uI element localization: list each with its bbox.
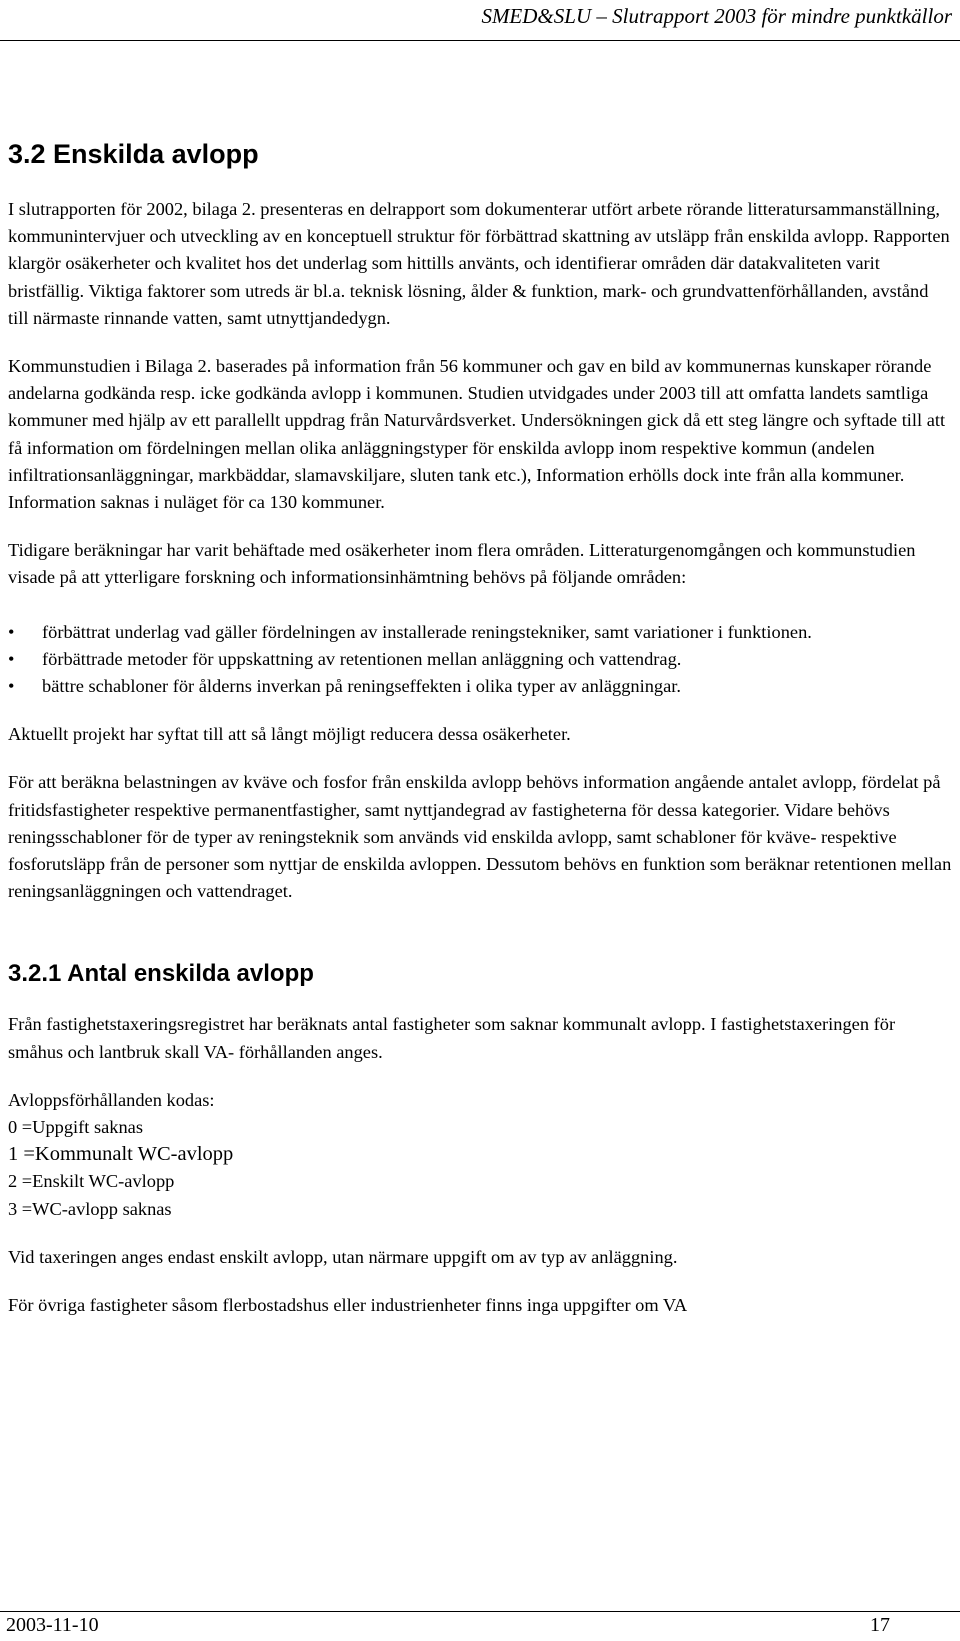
bullet-icon: • (8, 648, 15, 669)
list-item (8, 673, 952, 700)
section-heading: 3.2 Enskilda avlopp (8, 139, 259, 169)
page-content (8, 138, 952, 1340)
bullet-icon: • (8, 621, 15, 642)
list-item-text: förbättrat underlag vad gäller fördelningen av installerade reningstekniker, samt variationer i funktionen. (42, 621, 812, 642)
code-item: 1 =Kommunalt WC-avlopp (8, 1143, 234, 1166)
code-item: 0 =Uppgift saknas (8, 1117, 144, 1138)
footer-date: 2003-11-10 (6, 1614, 99, 1636)
page-number: 17 (870, 1614, 890, 1636)
header-divider (0, 40, 960, 41)
paragraph-fastighetstaxering: Från fastighetstaxeringsregistret har beräknats antal fastigheter som saknar kommunalt avlopp. I fastighetstaxeringen för småhus och lantbruk skall VA- förhållanden anges. (8, 1014, 896, 1062)
list-item (8, 619, 952, 646)
bullet-list (8, 619, 952, 701)
footer-divider (0, 1611, 960, 1612)
paragraph-ovriga: För övriga fastigheter såsom flerbostadshus eller industrienheter finns inga uppgifter om VA (8, 1295, 688, 1316)
paragraph-taxering: Vid taxeringen anges endast enskilt avlopp, utan närmare uppgift om av typ av anläggning. (8, 1246, 678, 1267)
subsection-heading: 3.2.1 Antal enskilda avlopp (8, 960, 314, 988)
code-item: 2 =Enskilt WC-avlopp (8, 1171, 175, 1192)
paragraph-calculation-needs: För att beräkna belastningen av kväve och fosfor från enskilda avlopp behövs information angående antalet avlopp, fördelat på fritidsfastigheter respektive permanentfastigher, samt nyttjandegrad av fastigheterna för dessa kategorier. Vidare behövs reningsschabloner för de typer av reningsteknik som används vid enskilda avlopp, samt schabloner för kväve- respektive fosforutsläpp från de personer som nyttjar de enskilda avloppen. Dessutom behövs en funktion som beräknar retentionen mellan reningsanläggningen och vattendraget. (8, 772, 952, 902)
list-item (8, 646, 952, 673)
paragraph-project-aim: Aktuellt projekt har syftat till att så långt möjligt reducera dessa osäkerheter. (8, 724, 571, 745)
paragraph-kommunstudien: Kommunstudien i Bilaga 2. baserades på information från 56 kommuner och gav en bild av kommunernas kunskaper rörande andelarna godkända resp. icke godkända avlopp i kommunen. Studien utvidgades under 2003 till att omfatta landets samtliga kommuner med hjälp av ett parallellt uppdrag från Naturvårdsverket. Undersökningen gick då ett steg längre och syftade till att få information om fördelningen mellan olika anläggningstyper för enskilda avlopp inom respektive kommun (andelen infiltrationsanläggningar, markbäddar, slamavskiljare, sluten tank etc.), Information erhölls dock inte från alla kommuner. Information saknas i nuläget för ca 130 kommuner. (8, 356, 946, 513)
paragraph-uncertainties: Tidigare beräkningar har varit behäftade med osäkerheter inom flera områden. Litteraturgenomgången och kommunstudien visade på att ytterligare forskning och informationsinhämtning behövs på följande områden: (8, 540, 916, 588)
code-item: 3 =WC-avlopp saknas (8, 1198, 172, 1219)
list-item-text: förbättrade metoder för uppskattning av retentionen mellan anläggning och vattendrag. (42, 648, 682, 669)
bullet-icon: • (8, 676, 15, 697)
code-list (8, 1087, 952, 1223)
code-list-intro: Avloppsförhållanden kodas: (8, 1089, 215, 1110)
running-header: SMED&SLU – Slutrapport 2003 för mindre punktkällor (481, 4, 952, 28)
list-item-text: bättre schabloner för ålderns inverkan på reningseffekten i olika typer av anläggningar. (42, 676, 682, 697)
paragraph-intro: I slutrapporten för 2002, bilaga 2. presenteras en delrapport som dokumenterar utfört arbete rörande litteratursammanställning, kommunintervjuer och utveckling av en konceptuell struktur för förbättrad skattning av utsläpp från enskilda avlopp. Rapporten klargör osäkerheter och kvalitet hos det underlag som hittills använts, och identifierar områden där datakvaliteten varit bristfällig. Viktiga faktorer som utreds är bl.a. teknisk lösning, ålder & funktion, mark- och grundvattenförhållanden, avstånd till närmaste rinnande vatten, samt utnyttjandedygn. (8, 199, 950, 328)
